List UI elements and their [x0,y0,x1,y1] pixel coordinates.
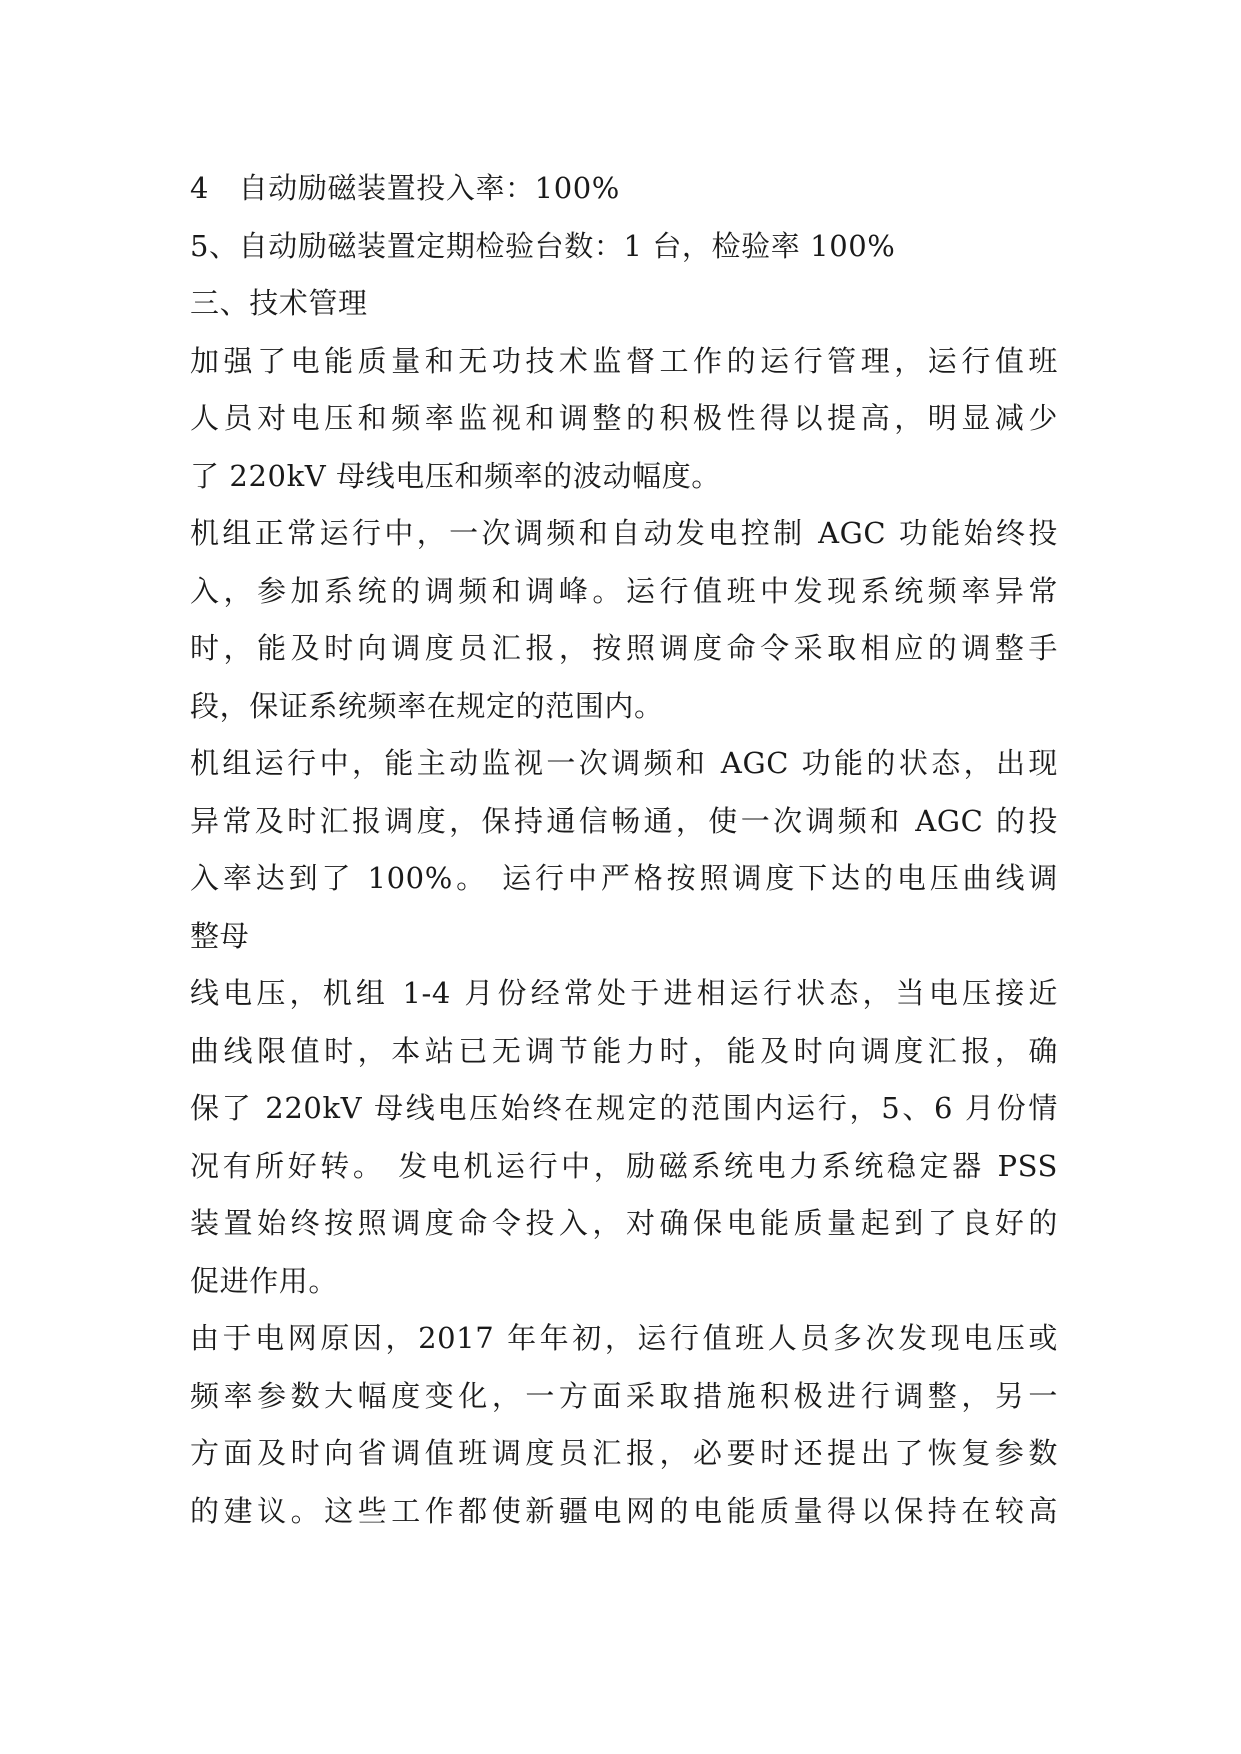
text-line: 了 220kV 母线电压和频率的波动幅度。 [190,458,721,493]
text-line: 由于电网原因，2017 年年初，运行值班人员多次发现电压或 [190,1321,1058,1355]
text-line: 5、自动励磁装置定期检验台数：1 台，检验率 100% [190,228,896,263]
text-line: 况有所好转。 发电机运行中，励磁系统电力系统稳定器 PSS [190,1148,1058,1183]
text-line: 机组运行中，能主动监视一次调频和 AGC 功能的状态，出现 [190,746,1058,780]
document-body [190,160,1058,1540]
text-line: 方面及时向省调值班调度员汇报，必要时还提出了恢复参数 [190,1436,1058,1470]
text-line: 段，保证系统频率在规定的范围内。 [190,688,664,723]
text-line: 促进作用。 [190,1263,339,1298]
text-line: 时，能及时向调度员汇报，按照调度命令采取相应的调整手 [190,631,1058,665]
text-line: 保了 220kV 母线电压始终在规定的范围内运行，5、6 月份情 [190,1091,1058,1125]
text-line: 人员对电压和频率监视和调整的积极性得以提高，明显减少 [190,401,1058,435]
text-line: 4 自动励磁装置投入率：100% [190,171,620,205]
text-line: 整母 [190,918,250,953]
text-line: 加强了电能质量和无功技术监督工作的运行管理，运行值班 [190,343,1058,378]
text-line: 的建议。这些工作都使新疆电网的电能质量得以保持在较高 [190,1493,1058,1528]
text-line: 线电压，机组 1-4 月份经常处于进相运行状态，当电压接近 [190,976,1058,1010]
text-line: 入率达到了 100%。 运行中严格按照调度下达的电压曲线调 [190,861,1058,895]
text-line: 异常及时汇报调度，保持通信畅通，使一次调频和 AGC 的投 [190,803,1058,838]
text-line: 频率参数大幅度变化，一方面采取措施积极进行调整，另一 [190,1378,1058,1413]
text-line: 装置始终按照调度命令投入，对确保电能质量起到了良好的 [190,1206,1058,1240]
text-line: 曲线限值时，本站已无调节能力时，能及时向调度汇报，确 [190,1033,1058,1068]
text-line: 三、技术管理 [190,286,368,320]
text-line: 入，参加系统的调频和调峰。运行值班中发现系统频率异常 [190,573,1058,608]
text-line: 机组正常运行中，一次调频和自动发电控制 AGC 功能始终投 [190,516,1058,550]
